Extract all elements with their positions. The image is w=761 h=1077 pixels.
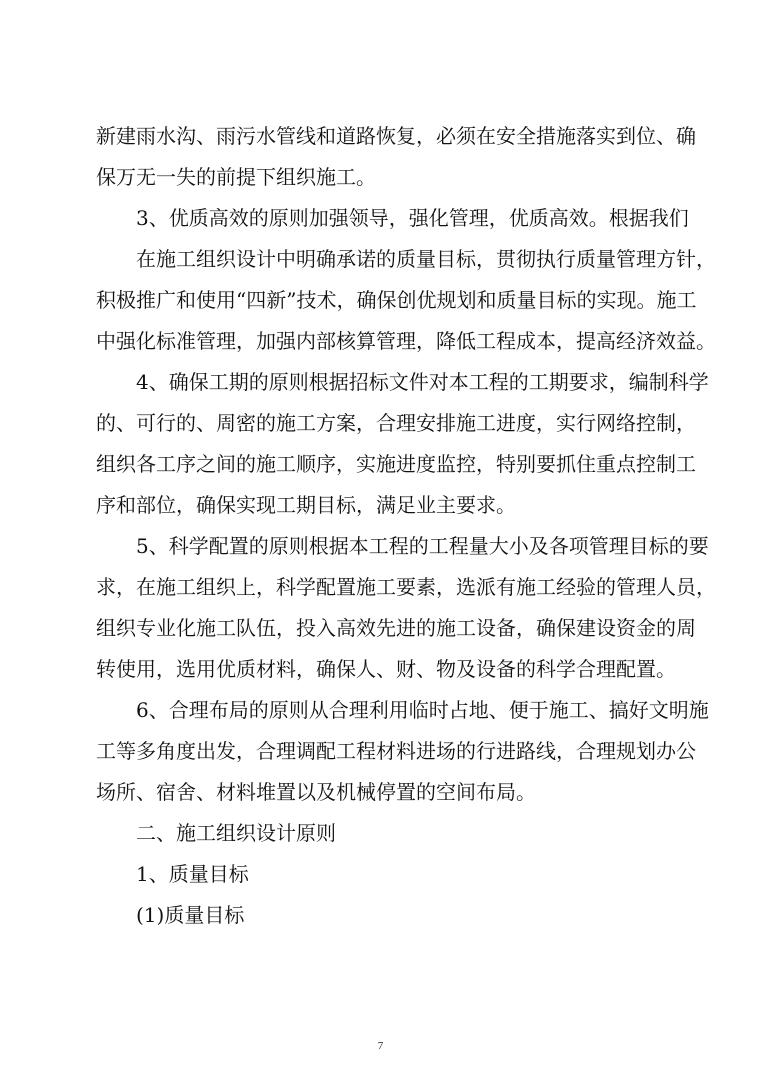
text-line: 组织各工序之间的施工顺序，实施进度监控，特别要抓住重点控制工 [96,452,696,476]
text-line-principle-5: 5、科学配置的原则根据本工程的工程量大小及各项管理目标的要 [136,534,709,558]
text-line-principle-4: 4、确保工期的原则根据招标文件对本工程的工期要求，编制科学 [136,370,709,394]
text-line: 组织专业化施工队伍，投入高效先进的施工设备，确保建设资金的周 [96,616,696,640]
text-line-principle-3: 3、优质高效的原则加强领导，强化管理，优质高效。根据我们 [136,206,689,230]
text-line: 保万无一失的前提下组织施工。 [96,165,376,189]
page-number: 7 [377,1040,384,1052]
text-line-principle-6: 6、合理布局的原则从合理利用临时占地、便于施工、搞好文明施 [136,698,709,722]
text-line: 场所、宿舍、材料堆置以及机械停置的空间布局。 [96,780,536,804]
text-line: 中强化标准管理，加强内部核算管理，降低工程成本，提高经济效益。 [96,329,716,353]
body-text [96,116,716,936]
text-line: 在施工组织设计中明确承诺的质量目标，贯彻执行质量管理方针， [136,247,716,271]
text-line: 新建雨水沟、雨污水管线和道路恢复，必须在安全措施落实到位、确 [96,124,696,148]
subsection-heading: 1、质量目标 [136,862,249,886]
text-line: 的、可行的、周密的施工方案，合理安排施工进度，实行网络控制， [96,411,696,435]
section-heading: 二、施工组织设计原则 [136,821,336,845]
text-line: 积极推广和使用“四新”技术，确保创优规划和质量目标的实现。施工 [96,288,697,312]
text-line: 序和部位，确保实现工期目标，满足业主要求。 [96,493,516,517]
text-line: 求，在施工组织上，科学配置施工要素，选派有施工经验的管理人员， [96,575,716,599]
sub-subsection-heading: (1)质量目标 [136,903,245,927]
text-line: 工等多角度出发，合理调配工程材料进场的行进路线，合理规划办公 [96,739,696,763]
text-line: 转使用，选用优质材料，确保人、财、物及设备的科学合理配置。 [96,657,676,681]
